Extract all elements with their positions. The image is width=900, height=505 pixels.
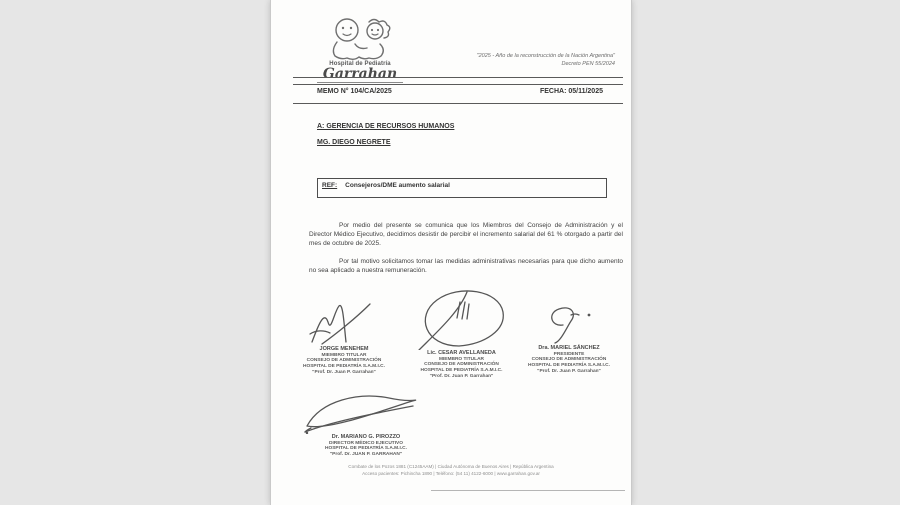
header-rule-bottom [293, 103, 623, 104]
reference-text: Consejeros/DME aumento salarial [345, 182, 450, 189]
signer-name: Lic. CESAR AVELLANEDA [427, 350, 496, 356]
signer-name: Dra. MARIEL SÁNCHEZ [538, 345, 600, 351]
signer-title: PRESIDENTE [553, 351, 585, 357]
hospital-name-label: Hospital de Pediatría [329, 61, 391, 67]
footer-address: Combate de los Pozos 1881 (C1245AAM) | Ciudad Autónoma de Buenos Aires | República Argentina [348, 464, 554, 469]
signer-org: CONSEJO DE ADMINISTRACIÓN [306, 358, 382, 364]
body-paragraph-1: Por medio del presente se comunica que los Miembros del Consejo de Administración y el Director Médico Ejecutivo, decidimos desistir de percibir el incremento salarial del 61 % otorgado a partir del mes de octubre de 2025. [309, 222, 623, 247]
signer-hospital: HOSPITAL DE PEDIATRÍA S.A.M.I.C. [420, 368, 503, 374]
memo-number: MEMO N° 104/CA/2025 [317, 88, 392, 95]
signer-name: JORGE MENEHEM [319, 346, 369, 352]
signature-scribble-icon [407, 288, 517, 350]
signer-title: MIEMBRO TITULAR [321, 352, 367, 358]
signature-block-sanchez [519, 305, 619, 375]
memo-date: FECHA: 05/11/2025 [539, 88, 603, 95]
garrahan-wordmark: Garrahan [317, 67, 403, 83]
footer-rule [431, 490, 625, 491]
signer-hospital: HOSPITAL DE PEDIATRÍA S.A.M.I.C. [303, 364, 385, 370]
motto-line-2: Decreto PEN 55/2024 [561, 61, 615, 67]
header-rule-mid [293, 84, 623, 85]
document-footer [271, 463, 631, 477]
signer-org: CONSEJO DE ADMINISTRACIÓN [531, 357, 607, 363]
signature-block-pirozzo [291, 392, 441, 458]
motto-block [477, 52, 615, 68]
logo-kids-icon [325, 16, 395, 60]
signature-scribble-icon [304, 300, 384, 346]
signer-hospital-name: "Prof. Dr. Juan P. Garrahan" [312, 369, 376, 375]
signer-title: DIRECTOR MÉDICO EJECUTIVO [328, 440, 403, 446]
signer-hospital-name: "Prof. Dr. JUAN P. GARRAHAN" [329, 452, 403, 458]
reference-label: REF: [322, 182, 338, 189]
signer-hospital: HOSPITAL DE PEDIATRÍA S.A.M.I.C. [528, 363, 610, 369]
body-paragraph-2: Por tal motivo solicitamos tomar las medidas administrativas necesarias para que dicho aumento no sea aplicado a nuestra remuneración. [309, 258, 623, 274]
signer-title: MIEMBRO TITULAR [438, 356, 485, 362]
motto-line-1: "2025 - Año de la reconstrucción de la Nación Argentina" [476, 53, 615, 59]
reference-box [317, 178, 607, 198]
signer-name: Dr. MARIANO G. PIROZZO [331, 434, 401, 440]
signer-org: CONSEJO DE ADMINISTRACIÓN [424, 362, 499, 368]
signer-hospital-name: "Prof. Dr. Juan P. Garrahan" [429, 373, 494, 379]
footer-contact: Acceso pacientes: Pichincha 1890 | Teléfono: (54 11) 4122-6000 | www.garrahan.gov.ar [362, 471, 540, 476]
recipient-department: A: GERENCIA DE RECURSOS HUMANOS [317, 123, 455, 130]
memo-document [270, 0, 632, 505]
signature-block-avellaneda [399, 288, 524, 380]
signature-scribble-icon [537, 305, 601, 345]
signature-scribble-icon [301, 392, 431, 434]
memo-meta-row [317, 88, 603, 95]
signer-hospital: HOSPITAL DE PEDIATRÍA S.A.M.I.C. [325, 446, 407, 452]
signer-hospital-name: "Prof. Dr. Juan P. Garrahan" [537, 368, 601, 374]
garrahan-logo [317, 16, 403, 83]
signature-block-menehem [289, 300, 399, 376]
header-rule-top [293, 77, 623, 78]
recipient-name: MG. DIEGO NEGRETE [317, 139, 391, 146]
